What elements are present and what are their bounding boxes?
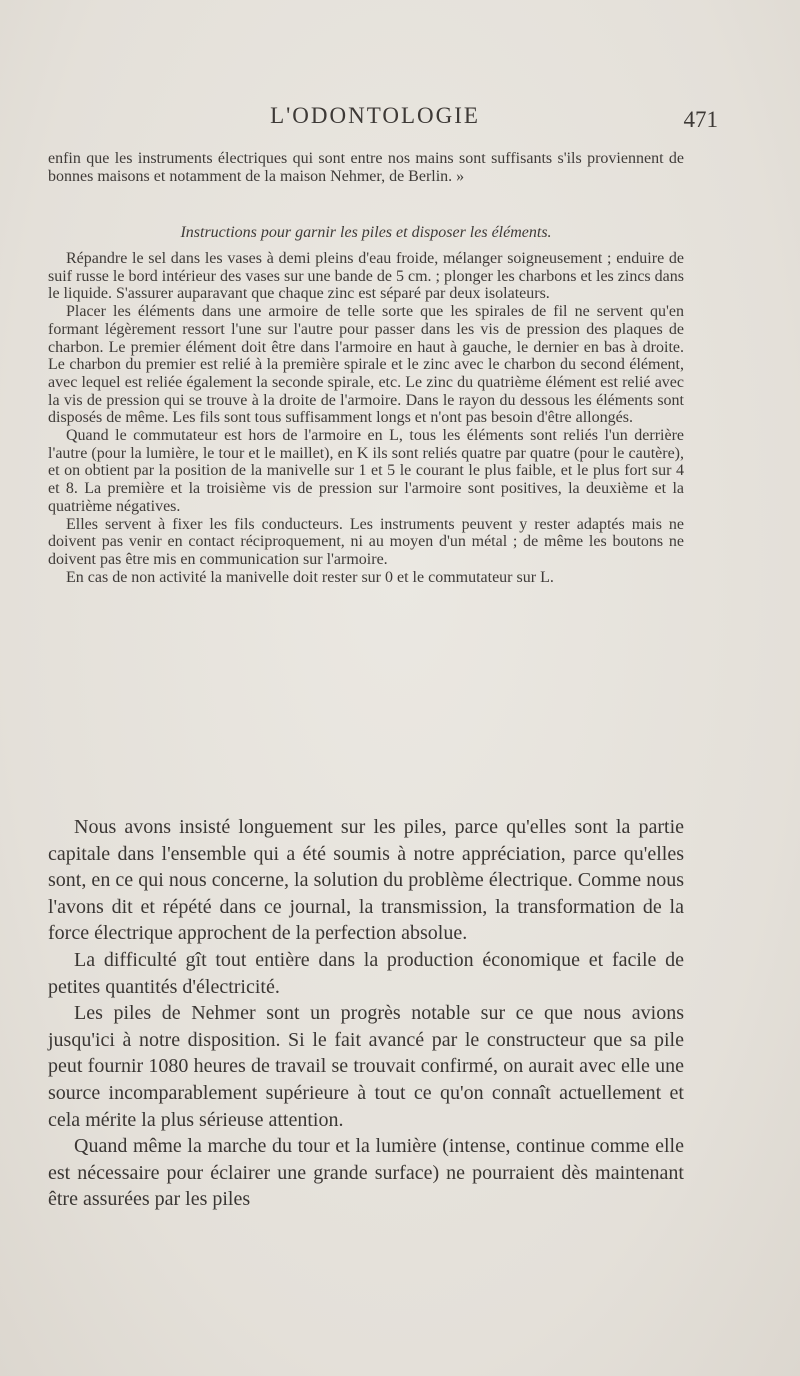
instruction-paragraph: Placer les éléments dans une armoire de telle sorte que les spirales de fil ne servent qu'en formant légèrement ressort l'une sur l'autre pour passer dans les vis de pression des plaques de charbon. Le premier élément doit être dans l'armoire en haut à gauche, le dernier en bas à droite. Le charbon du premier est relié à la première spirale et le zinc avec le charbon du second élément, avec lequel est reliée également la seconde spirale, etc. Le zinc du quatrième élément est relié avec la vis de pression qui se trouve à la droite de l'armoire. Dans le rayon du dessous les éléments sont disposés de même. Les fils sont tous suffisamment longs et n'ont pas besoin d'être allongés. [48,303,684,427]
running-title: L'ODONTOLOGIE [270,103,480,128]
body-text-block [48,814,684,1213]
running-head [50,103,718,143]
quote-end-paragraph: enfin que les instruments électriques qui sont entre nos mains sont suffisants s'ils proviennent de bonnes maisons et notamment de la maison Nehmer, de Berlin. » [48,150,684,185]
instruction-paragraph: Quand le commutateur est hors de l'armoire en L, tous les éléments sont reliés l'un derrière l'autre (pour la lumière, le tour et le maillet), en K ils sont reliés quatre par quatre (pour le cautère), et on obtient par la position de la manivelle sur 1 et 5 le courant le plus faible, et le plus fort sur 4 et 8. La première et la troisième vis de pression sur l'armoire sont positives, la deuxième et la quatrième négatives. [48,427,684,515]
body-paragraph: Quand même la marche du tour et la lumière (intense, continue comme elle est nécessaire pour éclairer une grande surface) ne pourraient dès maintenant être assurées par les piles [48,1135,684,1211]
body-paragraph: Nous avons insisté longuement sur les piles, parce qu'elles sont la partie capitale dans l'ensemble qui a été soumis à notre appréciation, parce qu'elles sont, en ce qui nous concerne, la solution du problème électrique. Comme nous l'avons dit et répété dans ce journal, la transmission, la transformation de la force électrique approchent de la perfection absolue. [48,816,684,945]
instruction-paragraph: Elles servent à fixer les fils conducteurs. Les instruments peuvent y rester adaptés mais ne doivent pas venir en contact réciproquement, ni au moyen d'un métal ; de même les boutons ne doivent pas être mis en communication sur l'armoire. [48,515,684,568]
body-paragraph: La difficulté gît tout entière dans la production économique et facile de petites quantités d'électricité. [48,948,684,998]
instruction-paragraph: En cas de non activité la manivelle doit rester sur 0 et le commutateur sur L. [66,568,554,586]
body-paragraph: Les piles de Nehmer sont un progrès notable sur ce que nous avions jusqu'ici à notre disposition. Si le fait avancé par le constructeur que sa pile peut fournir 1080 heures de travail se trouvait confirmé, on aurait avec elle une source incomparablement supérieure à tout ce qu'on connaît actuellement et cela mérite la plus sérieuse attention. [48,1002,684,1131]
section-heading: Instructions pour garnir les piles et disposer les éléments. [180,224,552,241]
instruction-paragraph: Répandre le sel dans les vases à demi pleins d'eau froide, mélanger soigneusement ; enduire de suif russe le bord intérieur des vases sur une bande de 5 cm. ; plonger les charbons et les zincs dans le liquide. S'assurer auparavant que chaque zinc est séparé par deux isolateurs. [48,250,684,303]
section-heading-block [48,224,684,242]
page-number: 471 [683,107,718,132]
quote-end-block [48,150,684,185]
instructions-block [48,250,684,586]
